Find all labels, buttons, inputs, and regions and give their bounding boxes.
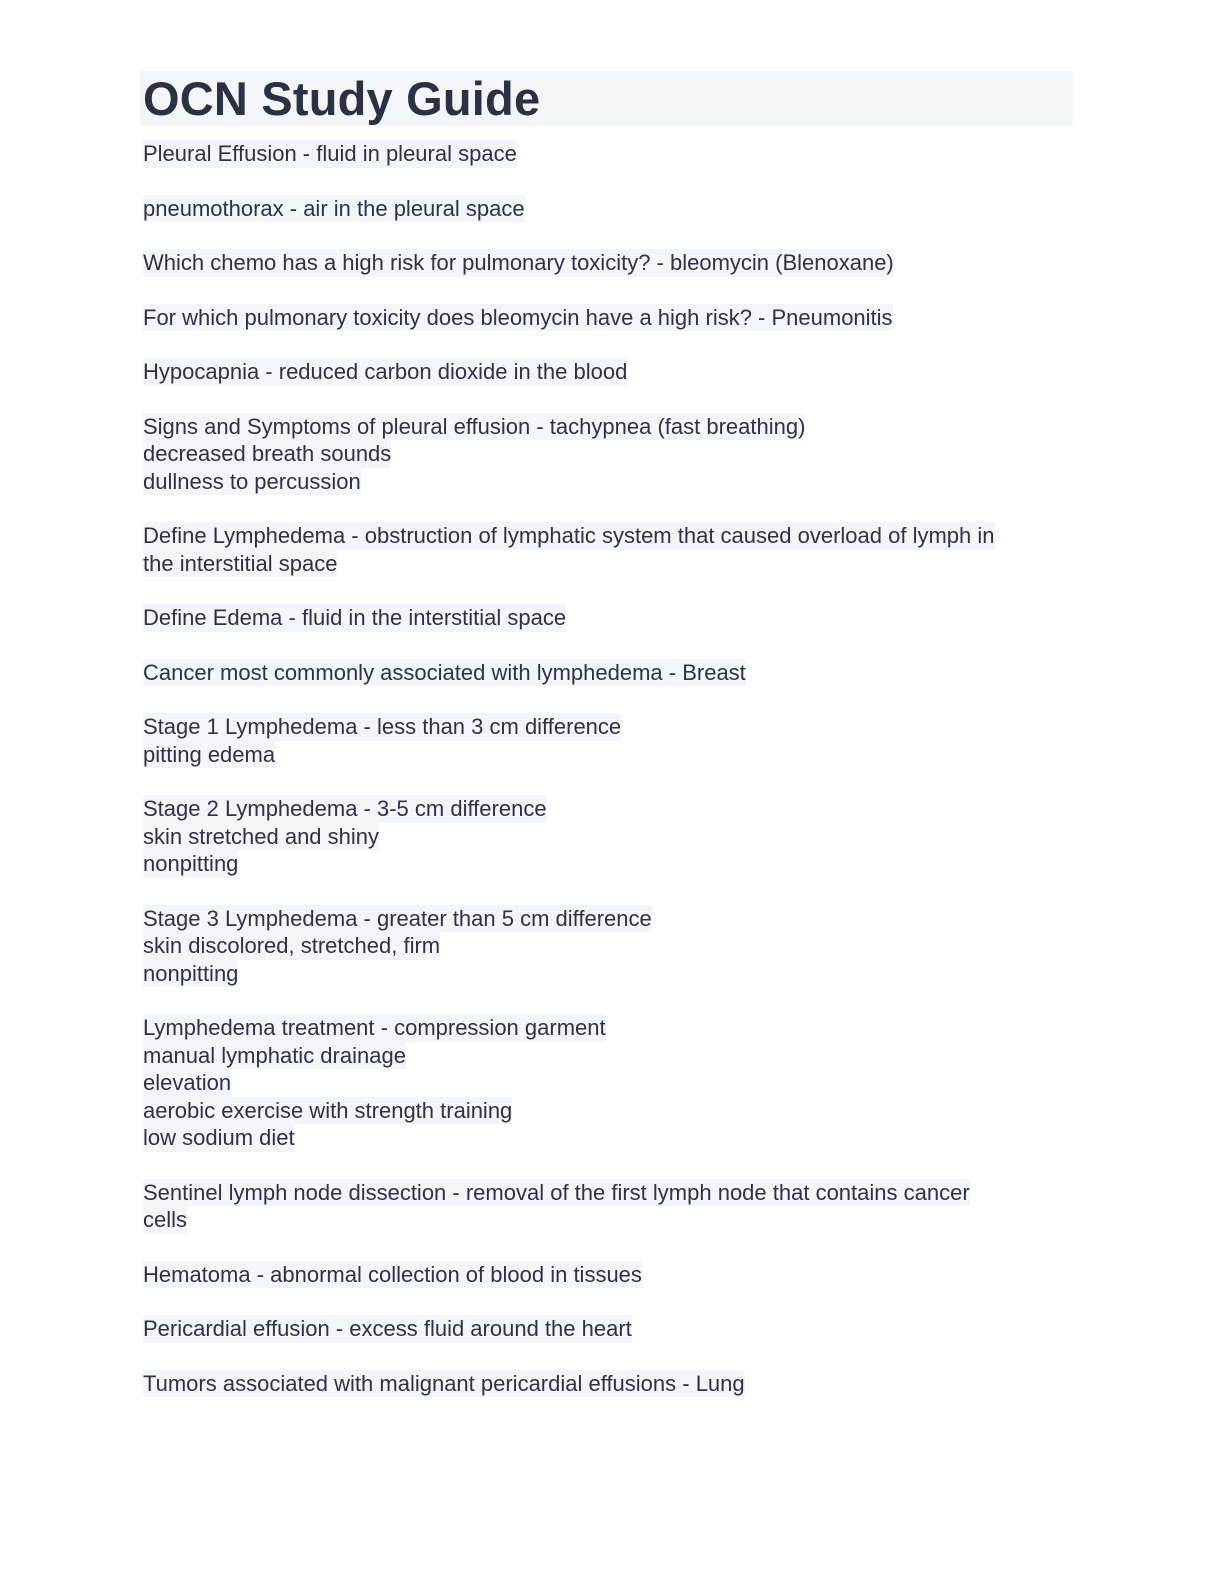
detail-line: decreased breath sounds <box>143 441 392 466</box>
detail-line: nonpitting <box>143 851 239 876</box>
detail-line: the interstitial space <box>143 550 338 576</box>
term-definition-line: Hypocapnia - reduced carbon dioxide in the blood <box>143 359 628 384</box>
detail-line: nonpitting <box>143 960 239 986</box>
detail-line: skin stretched and shiny <box>143 823 380 849</box>
term-definition-line: Hematoma - abnormal collection of blood in tissues <box>143 1261 642 1287</box>
flashcard-entry <box>143 195 1073 223</box>
detail-line: cells <box>143 1207 188 1232</box>
detail-line: elevation <box>143 1070 232 1095</box>
term-definition-line: For which pulmonary toxicity does bleomycin have a high risk? - Pneumonitis <box>143 304 893 330</box>
flashcard-entry <box>143 604 1073 632</box>
flashcard-entry <box>143 659 1073 687</box>
flashcard-entry <box>143 522 1073 577</box>
detail-line: aerobic exercise with strength training <box>143 1097 513 1123</box>
term-definition-line: Stage 2 Lymphedema - 3-5 cm difference <box>143 796 547 821</box>
flashcard-list <box>140 140 1073 1397</box>
term-definition-line: Signs and Symptoms of pleural effusion - tachypnea (fast breathing) <box>143 413 806 439</box>
flashcard-entry <box>143 1370 1073 1398</box>
page-title: OCN Study Guide <box>143 72 541 125</box>
detail-line: skin discolored, stretched, firm <box>143 933 441 958</box>
flashcard-entry <box>143 413 1073 496</box>
detail-line: manual lymphatic drainage <box>143 1042 406 1068</box>
flashcard-entry <box>143 795 1073 878</box>
flashcard-entry <box>143 358 1073 386</box>
flashcard-entry <box>143 249 1073 277</box>
flashcard-entry <box>143 1261 1073 1289</box>
term-definition-line: Stage 1 Lymphedema - less than 3 cm difference <box>143 714 622 739</box>
flashcard-entry <box>143 713 1073 768</box>
term-definition-line: Sentinel lymph node dissection - removal of the first lymph node that contains cancer <box>143 1179 970 1205</box>
flashcard-entry <box>143 1179 1073 1234</box>
detail-line: low sodium diet <box>143 1125 295 1150</box>
detail-line: dullness to percussion <box>143 468 361 494</box>
flashcard-entry <box>143 1315 1073 1343</box>
term-definition-line: Stage 3 Lymphedema - greater than 5 cm difference <box>143 905 652 931</box>
term-definition-line: Cancer most commonly associated with lymphedema - Breast <box>143 659 746 685</box>
term-definition-line: Pericardial effusion - excess fluid around the heart <box>143 1316 632 1341</box>
detail-line: pitting edema <box>143 741 276 767</box>
term-definition-line: pneumothorax - air in the pleural space <box>143 195 525 221</box>
document-page <box>140 71 1073 1424</box>
flashcard-entry <box>143 140 1073 168</box>
title-banner <box>140 71 1073 126</box>
term-definition-line: Lymphedema treatment - compression garment <box>143 1015 606 1040</box>
flashcard-entry <box>143 905 1073 988</box>
term-definition-line: Which chemo has a high risk for pulmonary toxicity? - bleomycin (Blenoxane) <box>143 250 894 275</box>
term-definition-line: Define Lymphedema - obstruction of lymphatic system that caused overload of lymph in <box>143 523 995 548</box>
term-definition-line: Tumors associated with malignant pericardial effusions - Lung <box>143 1370 745 1396</box>
term-definition-line: Define Edema - fluid in the interstitial space <box>143 605 567 630</box>
term-definition-line: Pleural Effusion - fluid in pleural space <box>143 141 517 166</box>
flashcard-entry <box>143 304 1073 332</box>
flashcard-entry <box>143 1014 1073 1152</box>
